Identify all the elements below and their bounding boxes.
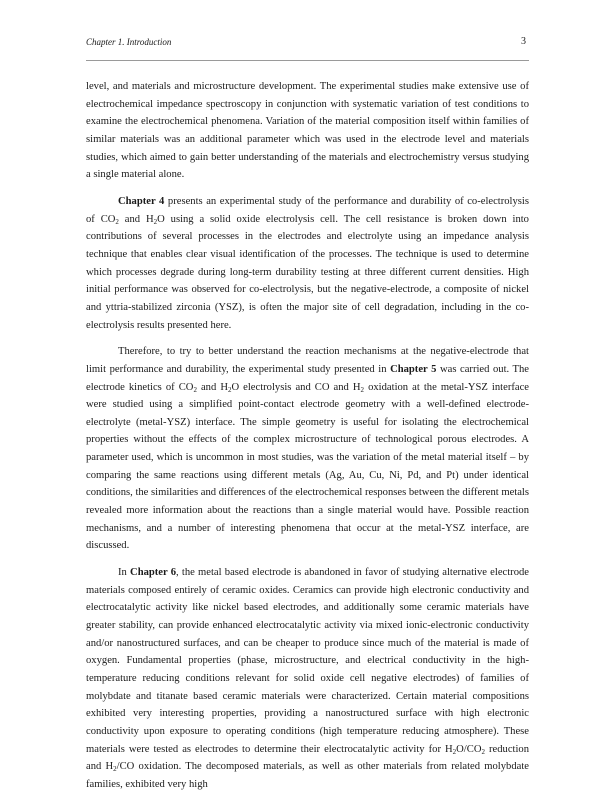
paragraph-3-text-3: and H: [196, 381, 228, 393]
paragraph-2-text-2: and H: [118, 213, 154, 225]
paragraph-1-text: level, and materials and microstructure development. The experimental studies make extensive use of electrochemical impedance spectroscopy in conjunction with systematic variation of test conditions to examine the electrochemical phenomena. Variation of the material composition itself within families of similar materials was an additional parameter which was used in the electrode level and materials studies, which aimed to gain better understanding of the materials and electrochemistry versus studying a single material alone.: [86, 81, 529, 181]
running-header: [86, 36, 526, 50]
paragraph-4-text-5: /CO oxidation. The decomposed materials, as well as other materials from related molybdate families, exhibited very high: [86, 761, 529, 790]
subscript: 2: [115, 217, 119, 226]
subscript: 2: [452, 747, 457, 756]
chapter-title: Chapter 1. Introduction: [86, 37, 172, 47]
paragraph-3-text-4: O electrolysis and CO and H: [231, 381, 361, 393]
paragraph-1: [86, 78, 529, 184]
subscript: 2: [113, 765, 117, 774]
page-number: 3: [521, 36, 526, 47]
subscript: 2: [153, 217, 158, 226]
paragraph-3-text-5: oxidation at the metal-YSZ interface were studied using a simplified point-contact electrode geometry with a well-defined electrode-electrolyte (metal-YSZ) interface. The simple geometry is useful for isolating the electrochemical properties without the effects of the complex microstructure of technological porous electrodes. A parameter used, which is uncommon in most studies, was the variation of the metal material itself – by comparing the same reactions using different metals (Ag, Au, Cu, Ni, Pd, and Pt) under identical conditions, the similarities and differences of the electrochemical responses between the different metals revealed more information about the reactions than a single material would have. Possible reaction mechanisms, and a number of interesting phenomena that occur at the metal-YSZ interface, are discussed.: [86, 381, 529, 552]
paragraph-4-text-1: In: [118, 567, 131, 579]
paragraph-2-text-3: O using a solid oxide electrolysis cell. The cell resistance is broken down into contributions of several processes in the electrodes and electrolyte using an impedance analysis technique that enables clear visual identification of the processes. The technique is used to determine which processes degrade during long-term durability testing at three different current densities. High initial performance was observed for co-electrolysis, but the negative-electrode, a composite of nickel and yttria-stabilized zirconia (YSZ), is often the major site of cell degradation, including in the co-electrolysis results presented here.: [86, 213, 529, 331]
paragraph-3-text-1: Therefore, to try to better understand the reaction mechanisms at the negative-electrode that limit performance and durability, the experimental study presented in: [86, 346, 529, 375]
subscript: 2: [193, 385, 197, 394]
paragraph-4-text-4: reduction and H: [86, 743, 530, 773]
chapter-6-ref: Chapter 6: [130, 567, 177, 579]
paragraph-3: [86, 343, 529, 555]
chapter-5-ref: Chapter 5: [390, 363, 437, 375]
subscript: 2: [360, 385, 365, 394]
subscript: 2: [481, 747, 485, 756]
paragraph-2: [86, 193, 529, 334]
body-text: [86, 78, 529, 794]
paragraph-4: [86, 564, 529, 794]
header-rule: [86, 60, 529, 61]
subscript: 2: [227, 385, 232, 394]
paragraph-4-text-2: , the metal based electrode is abandoned in favor of studying alternative electrode materials composed entirely of ceramic oxides. Ceramics can provide high electronic conductivity and electrocatalytic activity like nickel based electrodes, and additionally some ceramic materials have greater stability, can provide enhanced electrocatalytic activity via mixed ionic-electronic conductivity and/or nanostructured surfaces, and can be cheaper to produce since much of the material is made of oxygen. Fundamental properties (phase, microstructure, and electrical conductivity in the high-temperature reducing conditions relevant for solid oxide cell negative electrodes) of families of molybdate and titanate based ceramic materials were characterized. Certain material compositions exhibited very interesting properties, providing a nanostructured surface with high electronic conductivity upon exposure to operating conditions (high temperature reducing atmosphere). These materials were tested as electrodes to determine their electrocatalytic activity for H: [86, 567, 529, 755]
paragraph-4-text-3: O/CO: [456, 743, 482, 755]
paragraph-2-text-1: presents an experimental study of the performance and durability of co-electrolysis of CO: [86, 195, 529, 225]
paragraph-3-text-2: was carried out. The electrode kinetics of CO: [86, 363, 530, 393]
chapter-4-ref: Chapter 4: [118, 195, 165, 207]
